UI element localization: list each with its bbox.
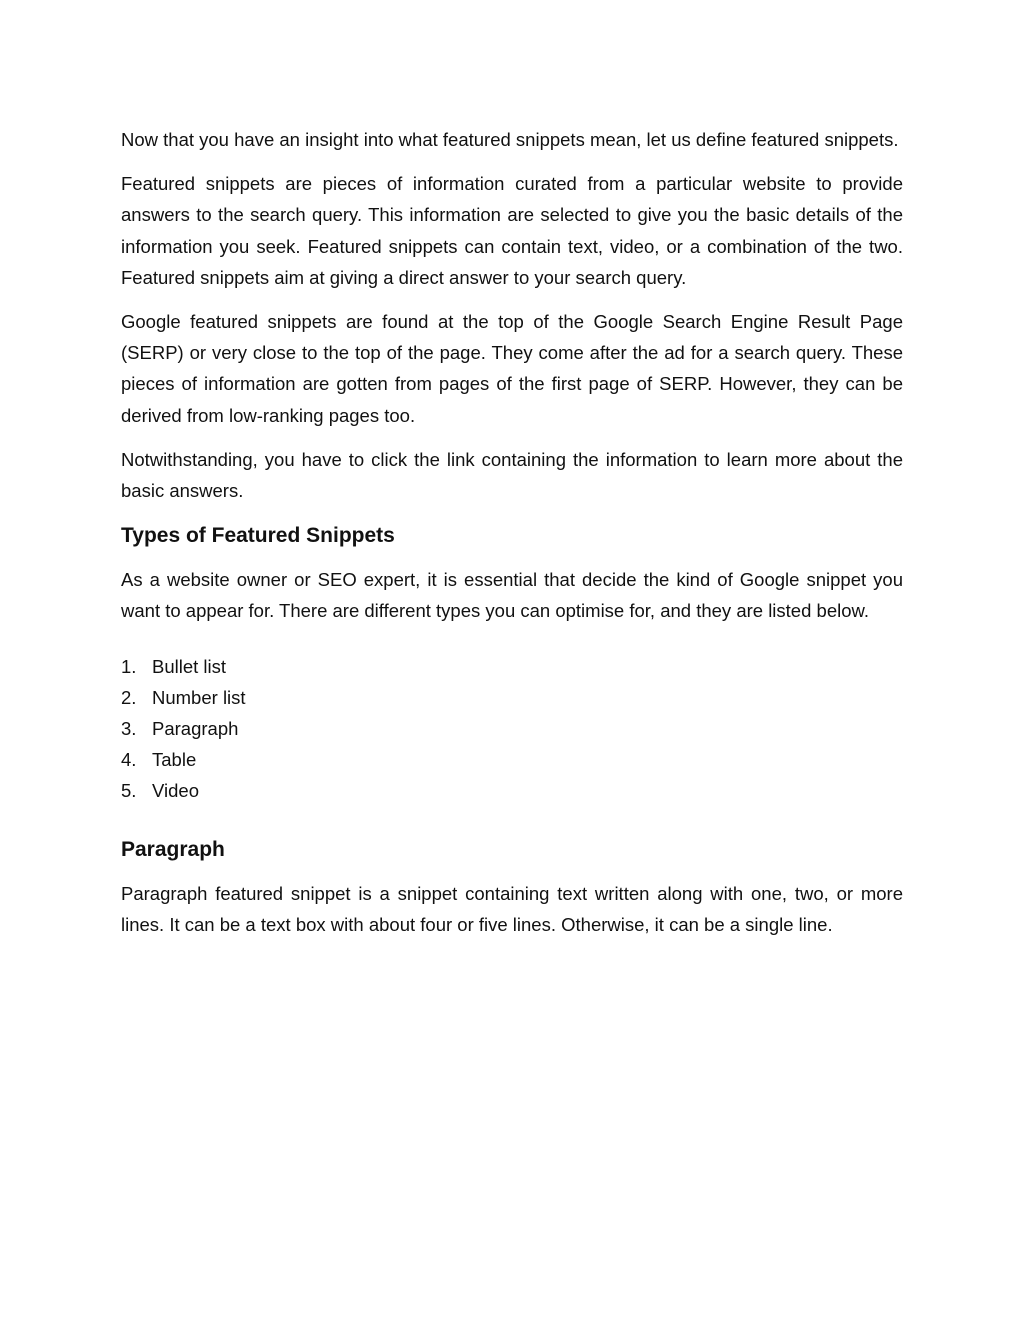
list-item-number: 2. xyxy=(121,686,137,708)
paragraph-location: Google featured snippets are found at the top of the Google Search Engine Result Page (SERP) or very close to the top of the page. They come after the ad for a search query. These pieces of information are gotten from pages of the first page of SERP. However, they can be derived from low-ranking pages too. xyxy=(121,311,903,426)
document-page xyxy=(121,124,903,953)
list-item xyxy=(121,744,903,775)
list-item xyxy=(121,713,903,744)
list-item-label: Table xyxy=(152,749,197,771)
list-item-label: Number list xyxy=(152,686,246,708)
snippet-types-list xyxy=(121,651,903,807)
list-item-number: 1. xyxy=(121,655,137,677)
heading-types-of-featured-snippets: Types of Featured Snippets xyxy=(121,524,395,548)
paragraph-definition: Featured snippets are pieces of information curated from a particular website to provide answers to the search query. This information are selected to give you the basic details of the information you seek. Featured snippets can contain text, video, or a combination of the two. Featured snippets aim at giving a direct answer to your search query. xyxy=(121,173,903,288)
paragraph-types-intro: As a website owner or SEO expert, it is essential that decide the kind of Google snippet you want to appear for. There are different types you can optimise for, and they are listed below. xyxy=(121,569,903,622)
list-item-label: Video xyxy=(152,780,199,802)
list-item-number: 4. xyxy=(121,749,137,771)
paragraph-notwithstanding: Notwithstanding, you have to click the link containing the information to learn more about the basic answers. xyxy=(121,448,903,502)
list-item-label: Paragraph xyxy=(152,718,239,740)
list-item xyxy=(121,682,903,713)
list-item xyxy=(121,651,903,682)
list-item xyxy=(121,775,903,806)
list-item-label: Bullet list xyxy=(152,655,227,677)
list-item-number: 5. xyxy=(121,780,137,802)
paragraph-definition-intro: Now that you have an insight into what featured snippets mean, let us define featured snippets. xyxy=(121,129,899,150)
list-item-number: 3. xyxy=(121,718,137,740)
paragraph-paragraph-snippet: Paragraph featured snippet is a snippet containing text written along with one, two, or more lines. It can be a text box with about four or five lines. Otherwise, it can be a single line. xyxy=(121,882,903,935)
heading-paragraph: Paragraph xyxy=(121,837,225,861)
